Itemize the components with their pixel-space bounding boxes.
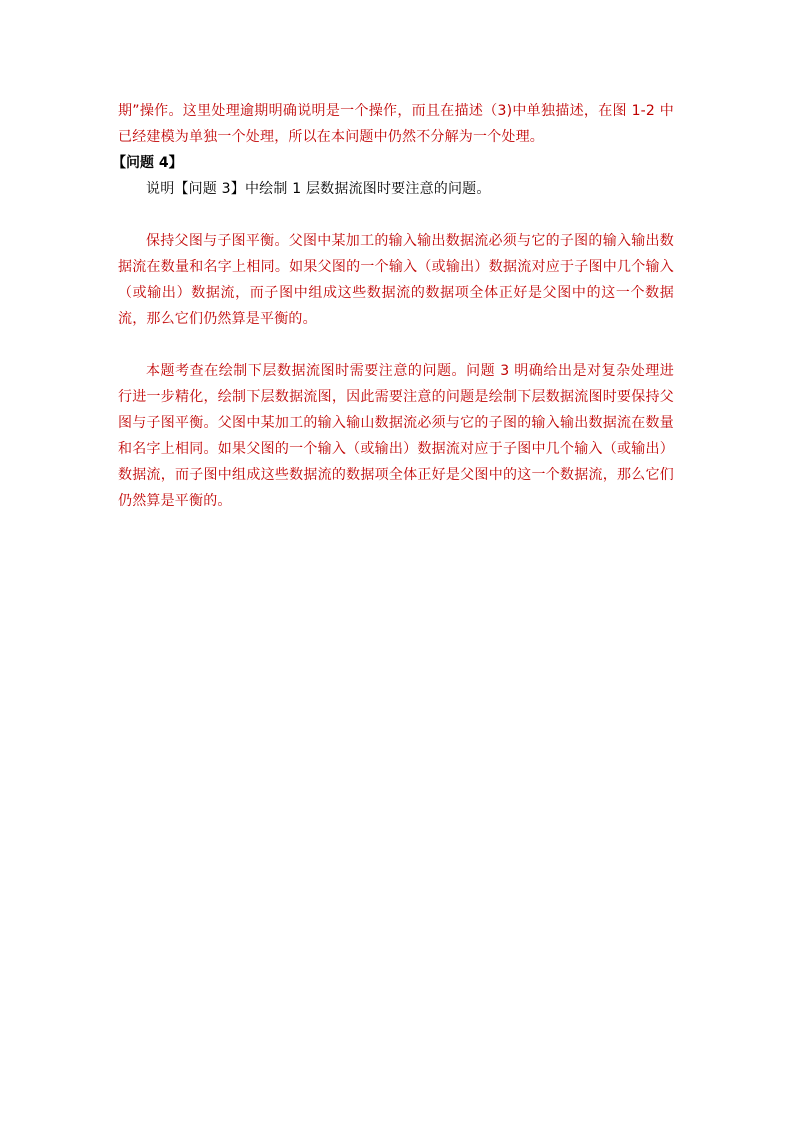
answer-paragraph: 保持父图与子图平衡。父图中某加工的输入输出数据流必须与它的子图的输入输出数据流在数量和名字上相同。如果父图的一个输入（或输出）数据流对应于子图中几个输入（或输出）数据流，而子图中组成这些数据流的数据项全体正好是父图中的这一个数据流，那么它们仍然算是平衡的。 bbox=[118, 233, 674, 327]
continuation-paragraph: 期”操作。这里处理逾期明确说明是一个操作，而且在描述（3)中单独描述，在图 1-2 中已经建模为单独一个处理，所以在本问题中仍然不分解为一个处理。 bbox=[118, 103, 674, 145]
spacer bbox=[118, 202, 674, 228]
question-heading: 【问题 4】 bbox=[112, 155, 183, 171]
spacer bbox=[118, 332, 674, 358]
question-paragraph: 说明【问题 3】中绘制 1 层数据流图时要注意的问题。 bbox=[146, 181, 491, 197]
document-page bbox=[112, 98, 674, 514]
analysis-paragraph: 本题考查在绘制下层数据流图时需要注意的问题。问题 3 明确给出是对复杂处理进行进一步精化，绘制下层数据流图，因此需要注意的问题是绘制下层数据流图时要保持父图与子图平衡。父图中某加工的输入输山数据流必须与它的子图的输入输出数据流在数量和名字上相同。如果父图的一个输入（或输出）数据流对应于子图中几个输入（或输出）数据流，而子图中组成这些数据流的数据项全体正好是父图中的这一个数据流，那么它们仍然算是平衡的。 bbox=[118, 363, 674, 509]
